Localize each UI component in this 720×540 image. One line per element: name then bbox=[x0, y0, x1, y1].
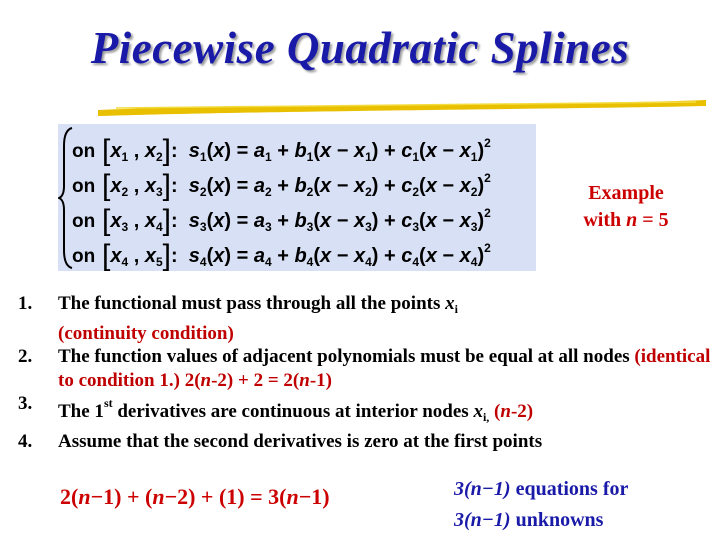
example-note bbox=[556, 180, 696, 234]
list-item: 4. Assume that the second derivatives is zero at the first points bbox=[18, 430, 543, 452]
conclusion-line-2: 3(n−1) unknowns bbox=[454, 509, 604, 531]
example-line-1: Example bbox=[588, 182, 664, 204]
list-item: 1. The functional must pass through all the points $x_i$ (continuity condition) bbox=[18, 293, 458, 344]
equation-row: on [$x_1$ , $x_2$]: $s_1(x) = a_1 + b_1(x - x_1) + c_1(x - x_1)^2$ bbox=[72, 134, 491, 167]
page-title: Piecewise Quadratic Splines bbox=[90, 23, 630, 73]
list-item: 2. The function values of adjacent polynomials must be equal at all nodes (identical to condition 1.) 2(n-2) + 2 = 2(n-1) bbox=[18, 346, 711, 391]
conditions-list bbox=[18, 292, 718, 453]
equation-row: on [$x_2$ , $x_3$]: $s_2(x) = a_2 + b_2(x - x_2) + c_2(x - x_2)^2$ bbox=[72, 169, 491, 202]
count-formula: 2(n−1) + (n−2) + (1) = 3(n−1) bbox=[60, 484, 330, 509]
conclusion-line-1: 3(n−1) equations for bbox=[454, 478, 629, 500]
list-item: 3. The 1st derivatives are continuous at interior nodes $x_{i,}$ (n-2) bbox=[18, 393, 534, 424]
example-line-2: with n = 5 bbox=[583, 209, 669, 231]
title-underline-brushstroke bbox=[96, 96, 708, 120]
equation-row: on [$x_4$ , $x_5$]: $s_4(x) = a_4 + b_4(x - x_4) + c_4(x - x_4)^2$ bbox=[72, 239, 491, 272]
equation-row: on [$x_3$ , $x_4$]: $s_3(x) = a_3 + b_3(x - x_3) + c_3(x - x_3)^2$ bbox=[72, 204, 491, 237]
conclusion-note bbox=[454, 474, 694, 536]
